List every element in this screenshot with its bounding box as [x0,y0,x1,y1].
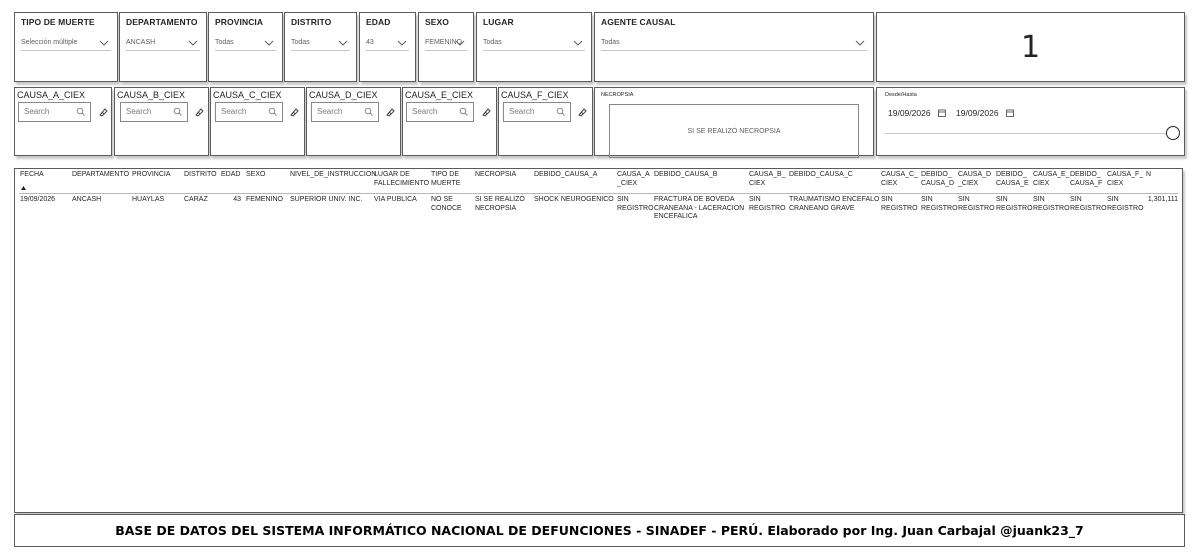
cell-distrito: CARAZ [184,196,208,203]
slicer-edad [359,12,416,82]
col-header-departamento[interactable]: DEPARTAMENTO [72,171,130,178]
cell-line: SIN [881,196,893,203]
search-input[interactable] [503,102,571,122]
cell-fecha: 19/09/2026 [20,196,56,203]
search-input[interactable] [18,102,91,122]
col-header-causa-e-ciex[interactable] [1033,171,1070,188]
cell-line: TRAUMATISMO ENCEFALO [789,196,880,203]
cell-provincia: HUAYLAS [132,196,165,203]
cell-line: REGISTRO [749,204,786,212]
chevron-down-icon [188,38,198,48]
search-slicer-causa-e [402,87,497,156]
header-line: CAUSA_B_ [749,171,786,178]
slicer-title: PROVINCIA [215,17,264,27]
dropdown-value: Selección múltiple [21,39,78,46]
header-line: FALLECIMIENTO [374,179,430,187]
cell-lugar: VIA PUBLICA [374,196,417,203]
search-icon [459,107,469,117]
slicer-distrito [284,12,357,82]
dropdown-value: ANCASH [126,39,156,46]
search-placeholder: Search [24,107,50,116]
slicer-title: SEXO [425,17,450,27]
eraser-icon[interactable] [97,106,109,118]
header-line: CIEX [1033,179,1050,187]
search-input[interactable] [311,102,379,122]
header-line: CIEX [1107,179,1124,187]
col-header-n[interactable]: N [1146,171,1152,178]
departamento-dropdown[interactable] [126,37,200,51]
col-header-causa-c-ciex[interactable] [881,171,918,188]
header-line: LUGAR DE [374,171,410,178]
cell-line: REGISTRO [958,204,995,212]
cell-sexo: FEMENINO [246,196,283,203]
search-slicer-causa-a [14,87,112,156]
cell-line: REGISTRO [881,204,918,212]
col-header-nivel-instruccion[interactable]: NIVEL_DE_INSTRUCCION [290,171,377,178]
search-placeholder: Search [221,107,247,116]
date-slider-track[interactable] [885,133,1170,134]
chevron-down-icon [397,38,407,48]
header-line: DEBIDO_ [921,171,952,178]
cell-causa-e-ciex [1033,196,1070,213]
chevron-down-icon [573,38,583,48]
slicer-title: TIPO DE MUERTE [21,17,95,27]
calendar-icon [1006,109,1014,117]
col-header-debido-causa-d[interactable] [921,171,954,188]
cell-line: REGISTRO [921,204,958,212]
cell-line: SIN [749,196,761,203]
col-header-debido-causa-e[interactable] [996,171,1029,188]
date-range-slicer [876,87,1185,156]
dropdown-value: Todas [291,39,310,46]
cell-debido-causa-d [921,196,958,213]
search-placeholder: Search [126,107,152,116]
dropdown-value: Todas [215,39,234,46]
cell-causa-d-ciex [958,196,995,213]
dropdown-value: Todas [601,39,620,46]
header-line: CAUSA_C_ [881,171,918,178]
date-to-value: 19/09/2026 [956,108,999,118]
search-icon [364,107,374,117]
dropdown-value: FEMENINO [425,39,462,46]
cell-line: SIN [958,196,970,203]
col-header-provincia[interactable]: PROVINCIA [132,171,171,178]
kpi-card [876,12,1185,82]
header-line: CAUSA_E_ [1033,171,1070,178]
header-line: DEBIDO_ [996,171,1027,178]
cell-causa-b-ciex [749,196,786,213]
search-icon [76,107,86,117]
search-slicer-causa-f [498,87,593,156]
cell-line: REGISTRO [996,204,1033,212]
cell-line: SIN [921,196,933,203]
distrito-dropdown[interactable] [291,37,350,51]
slicer-title: CAUSA_D_CIEX [309,90,378,100]
cell-line: FRACTURA DE BOVEDA [654,196,735,203]
search-slicer-causa-c [210,87,305,156]
header-line: MUERTE [431,179,461,187]
cell-edad: 43 [233,196,241,203]
col-header-debido-causa-a[interactable]: DEBIDO_CAUSA_A [534,171,598,178]
date-slider-handle[interactable] [1166,126,1180,140]
cell-debido-causa-f [1070,196,1107,213]
cell-debido-causa-c [789,196,880,213]
cell-debido-causa-a: SHOCK NEUROGENICO [534,196,614,203]
search-icon [268,107,278,117]
slicer-title: EDAD [366,17,391,27]
search-placeholder: Search [317,107,343,116]
cell-line: ENCEFALICA [654,213,698,220]
col-header-lugar[interactable] [374,171,429,188]
header-line: CAUSA_D [958,171,992,178]
calendar-icon [938,109,946,117]
cell-tipo-muerte [431,196,462,213]
header-line: _CIEX [617,179,638,187]
necropsia-button[interactable]: SI SE REALIZÓ NECROPSIA [609,104,859,158]
header-line: CAUSA_F_ [1107,171,1144,178]
cell-line: REGISTRO [1070,204,1107,212]
slicer-title: CAUSA_A_CIEX [17,90,86,100]
slicer-title: CAUSA_C_CIEX [213,90,282,100]
col-header-causa-f-ciex[interactable] [1107,171,1143,188]
date-to-input[interactable] [953,104,1017,122]
slicer-title: LUGAR [483,17,514,27]
slicer-title: CAUSA_E_CIEX [405,90,474,100]
cell-line: SIN [1033,196,1045,203]
col-header-debido-causa-b[interactable]: DEBIDO_CAUSA_B [654,171,718,178]
col-header-necropsia[interactable]: NECROPSIA [475,171,517,178]
cell-line: NO SE [431,196,453,203]
col-header-causa-a-ciex[interactable] [617,171,650,188]
search-placeholder: Search [509,107,535,116]
cell-n: 1,301,111 [1147,196,1178,203]
slicer-title: DISTRITO [291,17,332,27]
header-line: CAUSA_A [617,171,650,178]
search-slicer-causa-d [306,87,401,156]
cell-necropsia [475,196,525,213]
dropdown-value: Todas [483,39,502,46]
slicer-title: NECROPSIA [601,92,634,98]
eraser-icon[interactable] [576,106,588,118]
cell-causa-a-ciex [617,196,654,213]
cell-line: NECROPSIA [475,204,517,212]
header-line: TIPO DE [431,171,460,178]
date-from-value: 19/09/2026 [888,108,931,118]
tipo-muerte-dropdown[interactable] [21,37,111,51]
chevron-down-icon [264,38,274,48]
agente-causal-dropdown[interactable] [601,37,867,51]
cell-line: SIN [996,196,1008,203]
header-line: _CIEX [958,179,979,187]
cell-causa-c-ciex [881,196,918,213]
slicer-provincia [208,12,283,82]
cell-line: CRANEANA - LACERACION [654,204,745,212]
header-line: CIEX [749,179,766,187]
sexo-dropdown[interactable] [425,37,467,51]
cell-line: REGISTRO [617,204,654,212]
eraser-icon[interactable] [480,106,492,118]
cell-departamento: ANCASH [72,196,102,203]
cell-line: REGISTRO [1107,204,1144,212]
cell-debido-causa-b [654,196,744,222]
cell-debido-causa-e [996,196,1033,213]
header-line: CAUSA_E [996,179,1029,187]
chevron-down-icon [855,38,865,48]
slicer-title: CAUSA_F_CIEX [501,90,569,100]
cell-line: REGISTRO [1033,204,1070,212]
col-header-causa-d-ciex[interactable] [958,171,991,188]
search-input[interactable] [406,102,474,122]
chevron-down-icon [99,38,109,48]
slicer-title: Desde/Hasta [885,92,917,98]
slicer-lugar [476,12,592,82]
search-icon [556,107,566,117]
chevron-down-icon [455,38,465,48]
footer-banner: BASE DE DATOS DEL SISTEMA INFORMÁTICO NACIONAL DE DEFUNCIONES - SINADEF - PERÚ. Elaborado por Ing. Juan Carbajal @juank23_7 [14,514,1185,547]
chevron-down-icon [338,38,348,48]
header-line: DEBIDO_ [1070,171,1101,178]
eraser-icon[interactable] [384,106,396,118]
slicer-tipo-muerte [14,12,118,82]
cell-line: CRANEANO GRAVE [789,204,855,212]
col-header-distrito[interactable]: DISTRITO [184,171,217,178]
col-header-causa-b-ciex[interactable] [749,171,786,188]
eraser-icon[interactable] [288,106,300,118]
slicer-agente-causal [594,12,874,82]
col-header-sexo[interactable]: SEXO [246,171,266,178]
search-input[interactable] [120,102,188,122]
sort-ascending-icon[interactable] [21,186,26,190]
col-header-edad[interactable]: EDAD [221,171,241,178]
col-header-debido-causa-f[interactable] [1070,171,1102,188]
cell-line: SI SE REALIZÓ [475,196,525,203]
header-divider [19,193,1178,194]
slicer-sexo [418,12,474,82]
provincia-dropdown[interactable] [215,37,276,51]
kpi-value: 1 [1020,29,1041,65]
dropdown-value: 43 [366,39,374,46]
lugar-dropdown[interactable] [483,37,585,51]
slicer-title: DEPARTAMENTO [126,17,198,27]
search-slicer-causa-b [114,87,209,156]
cell-line: SIN [1070,196,1082,203]
header-line: CAUSA_D [921,179,955,187]
search-placeholder: Search [412,107,438,116]
header-line: CIEX [881,179,898,187]
col-header-tipo-muerte[interactable] [431,171,460,188]
slicer-departamento [119,12,207,82]
necropsia-slicer [594,87,874,156]
search-input[interactable] [215,102,283,122]
cell-line: SIN [1107,196,1119,203]
cell-line: SIN [617,196,629,203]
cell-line: CONOCE [431,204,462,212]
edad-dropdown[interactable] [366,37,409,51]
cell-nivel: SUPERIOR UNIV. INC. [290,196,363,203]
col-header-fecha[interactable]: FECHA [20,171,44,178]
slicer-title: CAUSA_B_CIEX [117,90,186,100]
slicer-title: AGENTE CAUSAL [601,17,676,27]
date-from-input[interactable] [885,104,949,122]
col-header-debido-causa-c[interactable]: DEBIDO_CAUSA_C [789,171,853,178]
header-line: CAUSA_F [1070,179,1103,187]
search-icon [173,107,183,117]
eraser-icon[interactable] [193,106,205,118]
deaths-table [14,168,1183,513]
